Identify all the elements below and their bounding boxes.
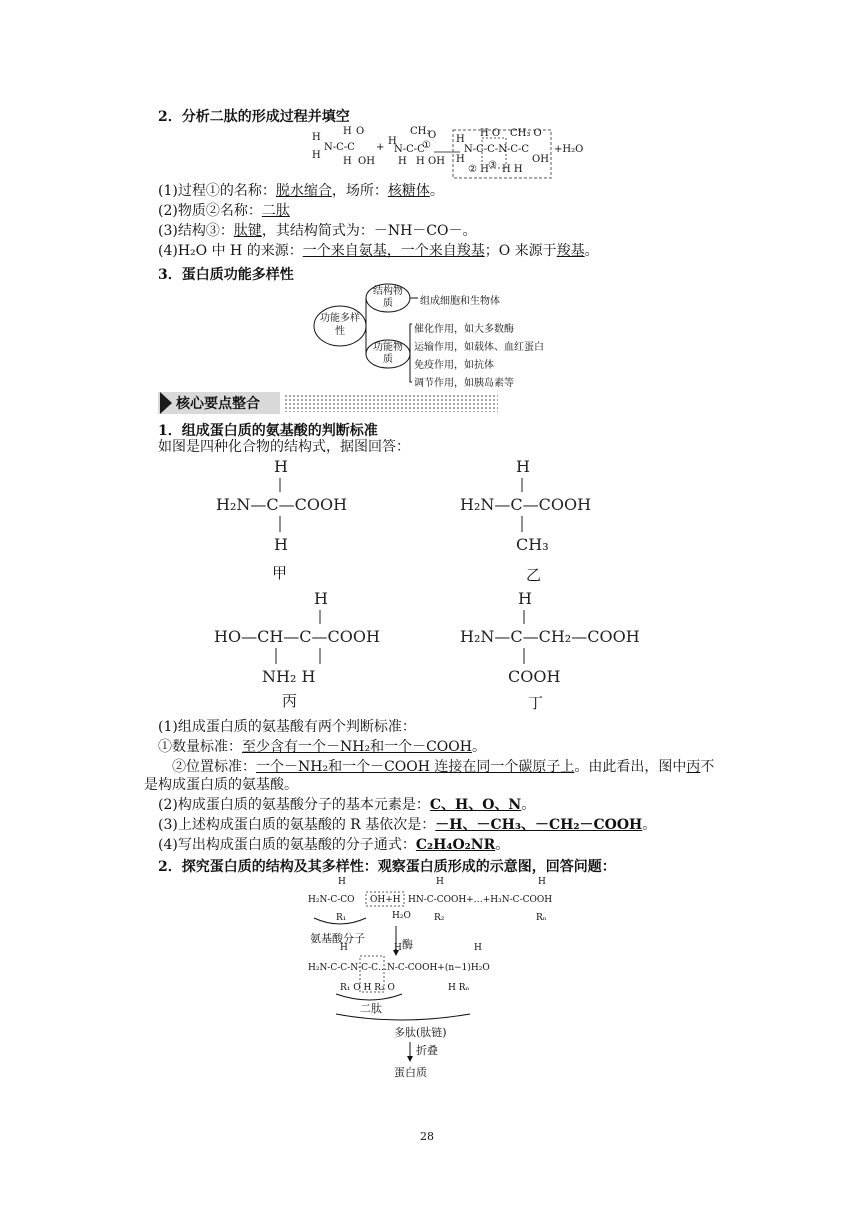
svg-text:② H: ② H [468,164,489,175]
svg-text:①: ① [422,140,431,151]
svg-text:N-C-C: N-C-C [394,144,425,155]
section2-title: 2．分析二肽的形成过程并填空 [158,109,350,125]
compound-label-c: 丙 [282,692,298,710]
svg-text:NH₂ H: NH₂ H [262,667,316,686]
svg-text:OH: OH [532,154,549,165]
core2-title: 2．探究蛋白质的结构及其多样性：观察蛋白质形成的示意图，回答问题： [158,859,616,875]
svg-text:H: H [274,457,288,476]
compound-label-b: 乙 [526,566,542,584]
q4-end: 。 [584,243,599,259]
core1-title: 1．组成蛋白质的氨基酸的判断标准 [158,423,378,439]
q3-line [158,222,477,240]
q2-answer: 二肽 [261,203,290,219]
core1-q3 [158,816,656,834]
svg-text:H: H [314,589,328,608]
q1-end: 。 [429,183,444,199]
enzyme-label: 酶 [402,938,413,951]
q1a-answer: 至少含有一个－NH₂和一个－COOH [242,739,472,755]
branch-structure: 结构物质 [373,286,403,309]
polypeptide-label: 多肽(肽链) [394,1026,447,1039]
protein-label: 蛋白质 [394,1066,427,1079]
q4c-prefix: (4)写出构成蛋白质的氨基酸的分子通式： [158,837,416,853]
svg-text:③: ③ [488,160,497,171]
q4-answer2: 羧基 [556,243,585,259]
dipeptide-formation-diagram [310,124,600,184]
core1-q4 [158,836,509,854]
q3c-end: 。 [642,817,657,833]
svg-text:H O: H O [480,128,501,139]
svg-text:H: H [343,126,352,137]
svg-text:OH: OH [428,156,445,167]
q1-answer1: 脱水缩合 [275,183,332,199]
function-item-immunity: 免疫作用，如抗体 [414,360,494,371]
svg-text:H: H [436,877,444,887]
svg-text:H: H [456,134,465,145]
core1-q1a [158,738,486,756]
svg-text:H H: H H [502,164,523,175]
q1-prefix: (1)过程①的名称： [158,183,276,199]
q3-answer: 肽键 [233,223,262,239]
branch-function: 功能物质 [373,342,403,365]
branch-structure-desc: 组成细胞和生物体 [420,296,500,307]
q1a-end: 。 [471,739,486,755]
amino-acid-label: 氨基酸分子 [310,932,365,945]
q2c-prefix: (2)构成蛋白质的氨基酸分子的基本元素是： [158,797,430,813]
svg-text:H: H [312,132,321,143]
q1b-prefix: ②位置标准： [172,759,256,775]
svg-text:H₂O: H₂O [392,911,411,921]
svg-text:H: H [398,156,407,167]
svg-text:H: H [338,877,346,887]
svg-text:H₂N—C—CH₂—COOH: H₂N—C—CH₂—COOH [460,627,640,646]
svg-text:H: H [474,943,482,953]
svg-text:H: H [388,136,397,147]
svg-text:CH₃: CH₃ [516,535,549,554]
q4-prefix: (4)H₂O 中 H 的来源： [158,243,303,259]
section3-title: 3．蛋白质功能多样性 [158,267,294,283]
q1-answer2: 核糖体 [387,183,430,199]
svg-text:O: O [428,130,437,141]
q1b-answer2: 丙 [686,759,701,775]
function-item-regulation: 调节作用，如胰岛素等 [414,378,514,389]
core-points-banner [158,392,280,414]
q3c-prefix: (3)上述构成蛋白质的氨基酸的 R 基依次是： [158,817,436,833]
protein-formation-diagram [300,874,600,1074]
q2c-answer: C、H、O、N [429,797,522,813]
svg-text:+: + [376,142,385,153]
q1a-prefix: ①数量标准： [158,739,242,755]
q4c-answer: C₂H₄O₂NR [415,837,496,853]
core1-q1b [172,758,714,776]
svg-text:O: O [356,126,365,137]
q4c-end: 。 [495,837,510,853]
q1-mid: ，场所： [331,183,388,199]
compound-label-d: 丁 [528,694,544,712]
q1b-end: 不 [700,759,715,775]
svg-text:H₂N—C—COOH: H₂N—C—COOH [460,495,592,514]
core1-q2 [158,796,535,814]
q3c-answer: －H、－CH₃、－CH₂－COOH [435,817,643,833]
banner-label: 核心要点整合 [176,396,260,412]
root-node: 功能多样性 [320,313,360,337]
svg-text:CH₃: CH₃ [410,126,431,137]
fold-label: 折叠 [416,1044,438,1057]
svg-text:H: H [340,943,348,953]
core1-intro: 如图是四种化合物的结构式，据图回答： [158,439,410,455]
q2-line [158,202,290,220]
svg-text:H: H [456,154,465,165]
protein-function-diagram [312,282,592,392]
q3-prefix: (3)结构③： [158,223,234,239]
svg-text:OH+H: OH+H [370,895,401,905]
svg-text:COOH: COOH [508,667,561,686]
svg-text:H Rₙ: H Rₙ [448,983,470,993]
q2c-end: 。 [521,797,536,813]
page-number: 28 [420,1130,434,1143]
svg-text:R₁: R₁ [336,913,347,923]
q1-line [158,182,444,200]
svg-text:H: H [518,589,532,608]
svg-text:H: H [516,457,530,476]
banner-dots-divider [284,394,498,412]
core1-q1: (1)组成蛋白质的氨基酸有两个判断标准： [158,719,416,735]
svg-text:Rₙ: Rₙ [536,913,547,923]
svg-text:H: H [312,150,321,161]
svg-text:HO—CH—C—COOH: HO—CH—C—COOH [214,627,380,646]
function-item-catalysis: 催化作用，如大多数酶 [414,324,514,335]
q4-mid: ；O 来源于 [484,243,557,259]
q1b-mid: 。由此看出，图中 [574,759,687,775]
svg-text:HN-C-COOH+…+H₃N-C-COOH: HN-C-COOH+…+H₃N-C-COOH [408,895,553,905]
core1-q1b-cont: 是构成蛋白质的氨基酸。 [144,777,298,793]
svg-text:CH₃ O: CH₃ O [510,128,542,139]
svg-text:OH: OH [358,156,375,167]
svg-text:H: H [416,156,425,167]
svg-text:R₂: R₂ [434,913,445,923]
svg-text:+H₂O: +H₂O [554,144,584,155]
compound-label-a: 甲 [272,564,288,582]
svg-text:H₂N-C-C-N-C-C…N-C-COOH+(n−1)H₂: H₂N-C-C-N-C-C…N-C-COOH+(n−1)H₂O [308,963,490,973]
svg-text:H: H [343,156,352,167]
svg-text:H₂N-C-CO: H₂N-C-CO [308,895,355,905]
svg-text:R₁ O H R₂ O: R₁ O H R₂ O [340,983,395,993]
q3-mid: ，其结构简式为：－NH－CO－。 [261,223,477,239]
q1b-answer: 一个－NH₂和一个－COOH 连接在同一个碳原子上 [256,759,575,775]
dipeptide-label: 二肽 [360,1002,382,1015]
q2-prefix: (2)物质②名称： [158,203,262,219]
function-item-transport: 运输作用，如载体、血红蛋白 [414,342,544,353]
banner-arrow-icon [160,392,172,414]
svg-text:H: H [274,535,288,554]
q4-line [158,242,599,260]
svg-text:N-C-C: N-C-C [324,142,355,153]
svg-text:N-C-C-N-C-C: N-C-C-N-C-C [464,144,529,155]
svg-text:H: H [538,877,546,887]
svg-text:H₂N—C—COOH: H₂N—C—COOH [216,495,348,514]
q4-answer1: 一个来自氨基，一个来自羧基 [302,243,485,259]
svg-text:H: H [394,943,402,953]
amino-acid-structures [200,456,660,718]
